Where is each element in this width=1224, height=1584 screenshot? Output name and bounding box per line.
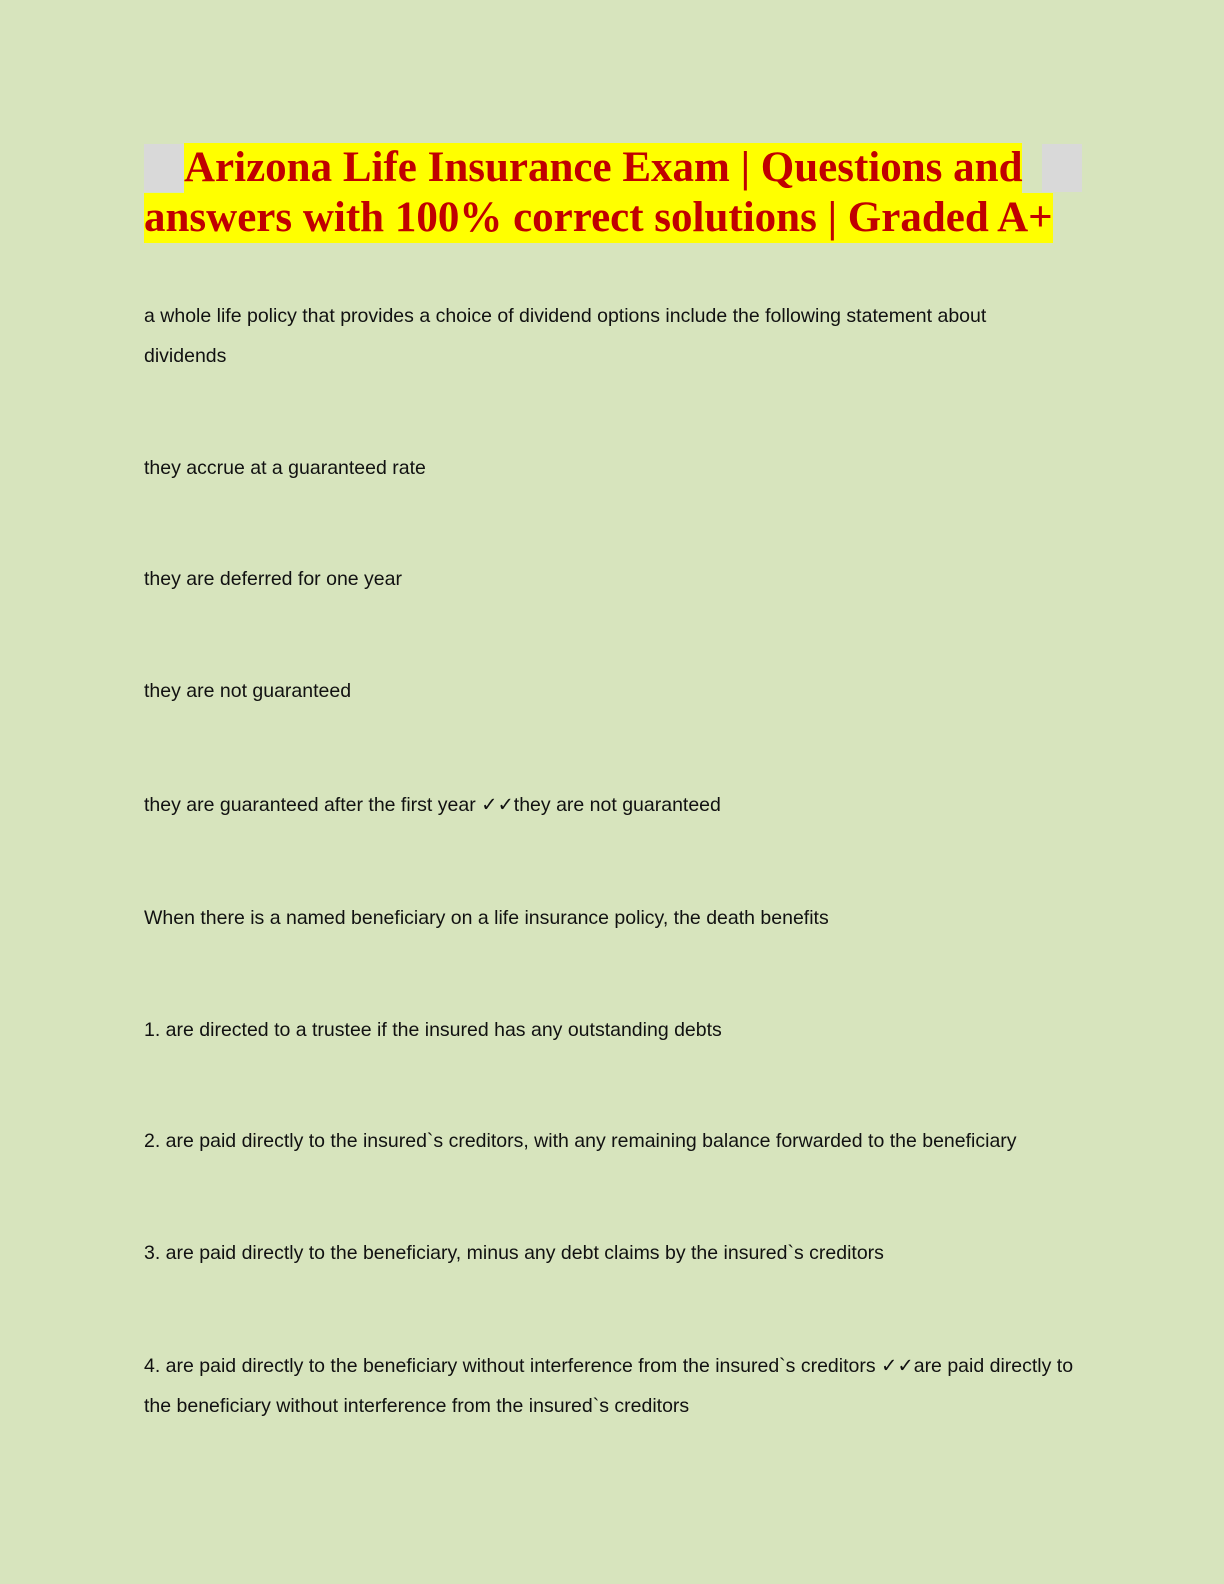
question-1-option-3: they are not guaranteed [144, 680, 352, 702]
question-2-option-2: 2. are paid directly to the insured`s creditors, with any remaining balance forwarded to the beneficiary [144, 1130, 1017, 1152]
title-text-2: answers with 100% correct solutions | Graded A+ [144, 194, 1053, 241]
question-2-option-1: 1. are directed to a trustee if the insured has any outstanding debts [144, 1019, 722, 1041]
title-line-1 [144, 143, 1082, 193]
question-2-option-3: 3. are paid directly to the beneficiary, minus any debt claims by the insured`s creditors [144, 1242, 884, 1264]
question-1-option-1: they accrue at a guaranteed rate [144, 457, 426, 479]
title-text-1: Arizona Life Insurance Exam | Questions and [184, 144, 1023, 191]
question-1-prompt: a whole life policy that provides a choice of dividend options include the following statement about dividends [144, 305, 987, 367]
title-shading-left [144, 144, 184, 192]
question-2-option-4: 4. are paid directly to the beneficiary without interference from the insured`s creditors [144, 1355, 882, 1377]
title-shading-right [1042, 144, 1082, 192]
question-1-option-4: they are guaranteed after the first year [144, 794, 482, 816]
question-1-option-2: they are deferred for one year [144, 568, 402, 590]
question-1-answer: they are not guaranteed [513, 794, 721, 816]
question-1-option-4-with-answer [144, 785, 1074, 825]
question-2-answer: are paid directly to the beneficiary without interference from the insured`s creditors [144, 1355, 1074, 1417]
question-2-prompt: When there is a named beneficiary on a life insurance policy, the death benefits [144, 907, 829, 929]
question-2-option-4-with-answer [144, 1346, 1074, 1426]
double-check-icon: ✓✓ [881, 1354, 914, 1377]
double-check-icon: ✓✓ [481, 793, 514, 816]
title-line-2 [144, 193, 1082, 243]
document-title [144, 143, 1082, 243]
